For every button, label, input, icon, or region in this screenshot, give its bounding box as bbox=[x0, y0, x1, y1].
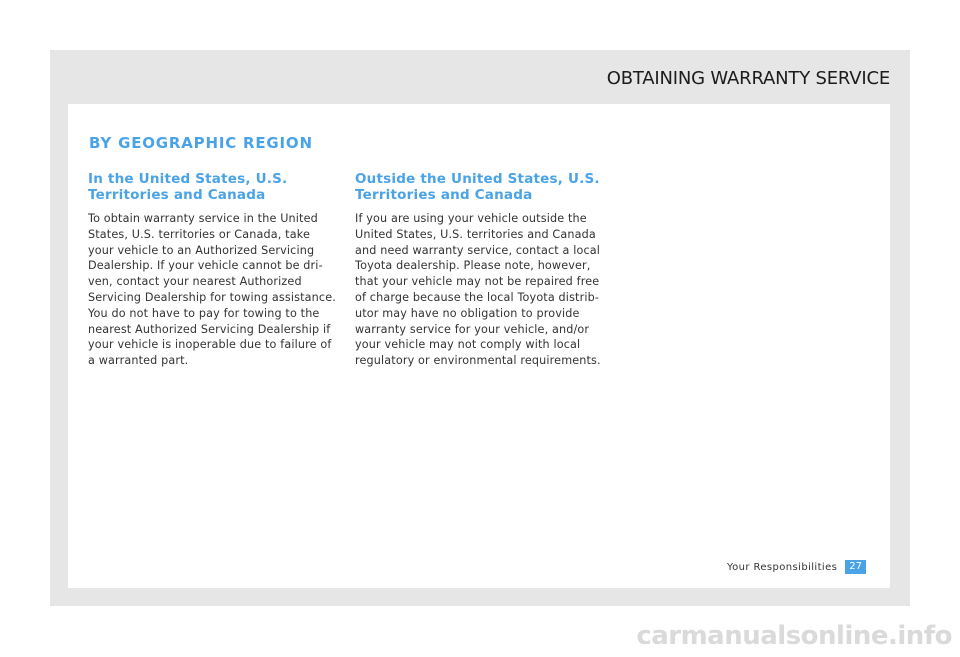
column-heading: In the United States, U.S. Territories and Canada bbox=[88, 171, 288, 203]
content-panel bbox=[68, 104, 890, 588]
page-number-badge: 27 bbox=[845, 560, 866, 574]
column-body: To obtain warranty service in the United States, U.S. territories or Canada, take your vehicle to an Authorized Servicing Dealership. If your vehicle cannot be dri- ven, contact your nearest Authorized Servicing Dealership for towing assistance. You do not have to pay for towing to the nearest Authorized Servicing Dealership if your vehicle is inoperable due to failure of a warranted part. bbox=[88, 212, 336, 368]
column-body: If you are using your vehicle outside the United States, U.S. territories and Canada and need warranty service, contact a local Toyota dealership. Please note, however, that your vehicle may not be repaired free of charge because the local Toyota distrib- utor may have no obligation to provide warranty service for your vehicle, and/or your vehicle may not comply with local regulatory or environmental requirements. bbox=[355, 212, 601, 368]
column-outside-us bbox=[355, 171, 605, 369]
column-us bbox=[88, 171, 338, 369]
page-footer bbox=[727, 560, 866, 574]
watermark: carmanualsonline.info bbox=[636, 621, 952, 651]
column-heading: Outside the United States, U.S. Territories and Canada bbox=[355, 171, 600, 203]
section-heading: BY GEOGRAPHIC REGION bbox=[89, 134, 313, 152]
footer-label: Your Responsibilities bbox=[726, 561, 838, 573]
page-frame bbox=[50, 50, 910, 606]
page-title: OBTAINING WARRANTY SERVICE bbox=[606, 68, 890, 89]
